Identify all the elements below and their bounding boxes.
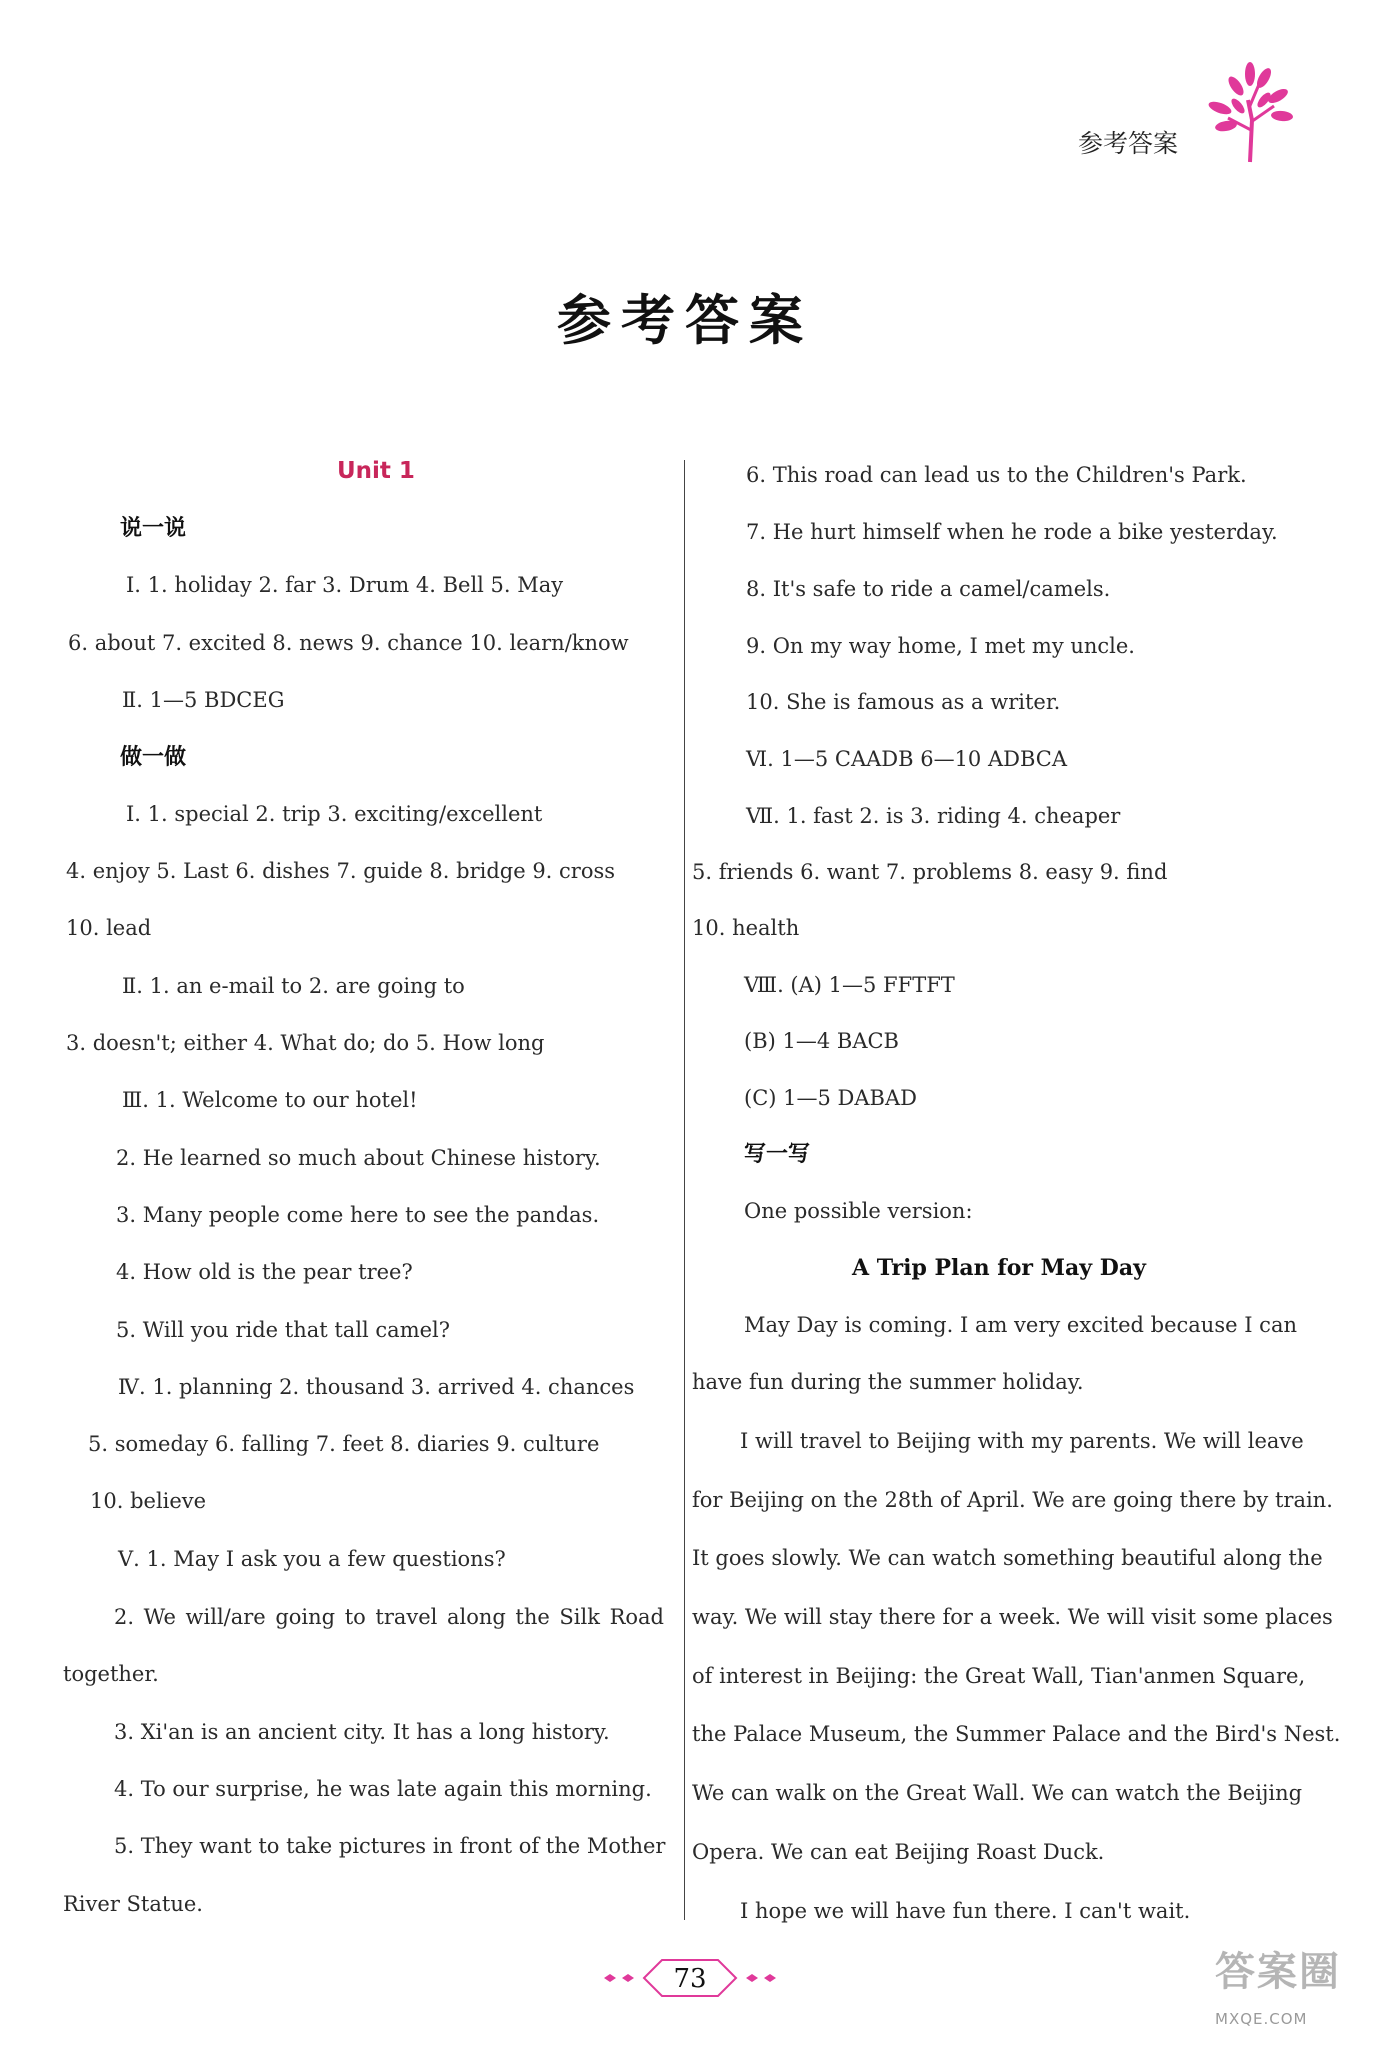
unit-title: Unit 1 — [337, 458, 415, 484]
essay-line: I will travel to Beijing with my parents. We will leave — [740, 1429, 1304, 1453]
answer-line: together. — [63, 1662, 159, 1686]
answer-line: 5. They want to take pictures in front of the Mother — [114, 1834, 666, 1858]
answer-line: Ⅴ. 1. May I ask you a few questions? — [118, 1547, 506, 1571]
answer-line: 8. It's safe to ride a camel/camels. — [746, 577, 1111, 601]
answer-line: 4. How old is the pear tree? — [116, 1260, 413, 1284]
answer-line: 10. believe — [90, 1489, 207, 1513]
answer-line: 3. doesn't; either 4. What do; do 5. How long — [66, 1031, 545, 1055]
essay-line: May Day is coming. I am very excited because I can — [744, 1313, 1297, 1337]
answer-line: 10. She is famous as a writer. — [746, 690, 1061, 714]
essay-line: Opera. We can eat Beijing Roast Duck. — [692, 1840, 1105, 1864]
watermark-logo: 答案圈 — [1215, 1949, 1341, 1995]
answer-line: Ⅰ. 1. special 2. trip 3. exciting/excellent — [126, 802, 543, 826]
answer-line: Ⅲ. 1. Welcome to our hotel! — [122, 1088, 418, 1112]
page-number-badge — [600, 1950, 780, 2006]
answer-line: 10. health — [692, 916, 800, 940]
answer-line: River Statue. — [63, 1892, 203, 1916]
answer-line: 9. On my way home, I met my uncle. — [746, 634, 1135, 658]
answer-line: 10. lead — [66, 916, 152, 940]
answer-line: Ⅵ. 1—5 CAADB 6—10 ADBCA — [746, 747, 1068, 771]
section-heading: 说一说 — [120, 516, 187, 541]
essay-title: A Trip Plan for May Day — [852, 1255, 1146, 1281]
answer-line: 5. Will you ride that tall camel? — [116, 1318, 451, 1342]
answer-line: 2. He learned so much about Chinese history. — [116, 1146, 601, 1170]
essay-line: We can walk on the Great Wall. We can watch the Beijing — [692, 1781, 1303, 1805]
answer-line: 7. He hurt himself when he rode a bike yesterday. — [746, 520, 1278, 544]
answer-line: 3. Xi'an is an ancient city. It has a long history. — [114, 1720, 610, 1744]
answer-line: 5. someday 6. falling 7. feet 8. diaries 9. culture — [88, 1432, 600, 1456]
answer-line: 6. about 7. excited 8. news 9. chance 10. learn/know — [68, 631, 629, 655]
section-heading: 写一写 — [744, 1142, 811, 1167]
essay-line: of interest in Beijing: the Great Wall, Tian'anmen Square, — [692, 1664, 1306, 1688]
answer-line: 6. This road can lead us to the Children's Park. — [746, 463, 1247, 487]
answer-line: Ⅰ. 1. holiday 2. far 3. Drum 4. Bell 5. May — [126, 573, 564, 597]
answer-line: (C) 1—5 DABAD — [744, 1086, 917, 1110]
answer-line: 5. friends 6. want 7. problems 8. easy 9. find — [692, 860, 1168, 884]
answer-line: 4. enjoy 5. Last 6. dishes 7. guide 8. bridge 9. cross — [66, 859, 616, 883]
answer-line: Ⅷ. (A) 1—5 FFTFT — [744, 973, 955, 997]
page-number: 73 — [673, 1964, 707, 1994]
essay-line: It goes slowly. We can watch something beautiful along the — [692, 1546, 1323, 1570]
answer-line: Ⅱ. 1. an e-mail to 2. are going to — [122, 974, 465, 998]
answer-line: Ⅶ. 1. fast 2. is 3. riding 4. cheaper — [746, 804, 1121, 828]
essay-line: have fun during the summer holiday. — [692, 1370, 1084, 1394]
essay-line: I hope we will have fun there. I can't wait. — [740, 1899, 1191, 1923]
answer-line: 3. Many people come here to see the pandas. — [116, 1203, 600, 1227]
column-divider — [684, 460, 685, 1920]
answer-line: 2. We will/are going to travel along the Silk Road — [114, 1605, 664, 1629]
essay-line: for Beijing on the 28th of April. We are going there by train. — [692, 1488, 1333, 1512]
tree-icon — [1198, 60, 1298, 169]
answer-line: (B) 1—4 BACB — [744, 1029, 899, 1053]
header-label: 参考答案 — [1078, 129, 1179, 158]
section-heading: 做一做 — [120, 745, 187, 770]
watermark-url: MXQE.COM — [1215, 2010, 1308, 2028]
answer-line: Ⅱ. 1—5 BDCEG — [122, 688, 285, 712]
answer-line: One possible version: — [744, 1199, 973, 1223]
answer-line: Ⅳ. 1. planning 2. thousand 3. arrived 4. chances — [118, 1375, 635, 1399]
essay-line: way. We will stay there for a week. We will visit some places — [692, 1605, 1333, 1629]
answer-line: 4. To our surprise, he was late again this morning. — [114, 1777, 652, 1801]
essay-line: the Palace Museum, the Summer Palace and the Bird's Nest. — [692, 1722, 1341, 1746]
page-title: 参考答案 — [557, 288, 813, 352]
